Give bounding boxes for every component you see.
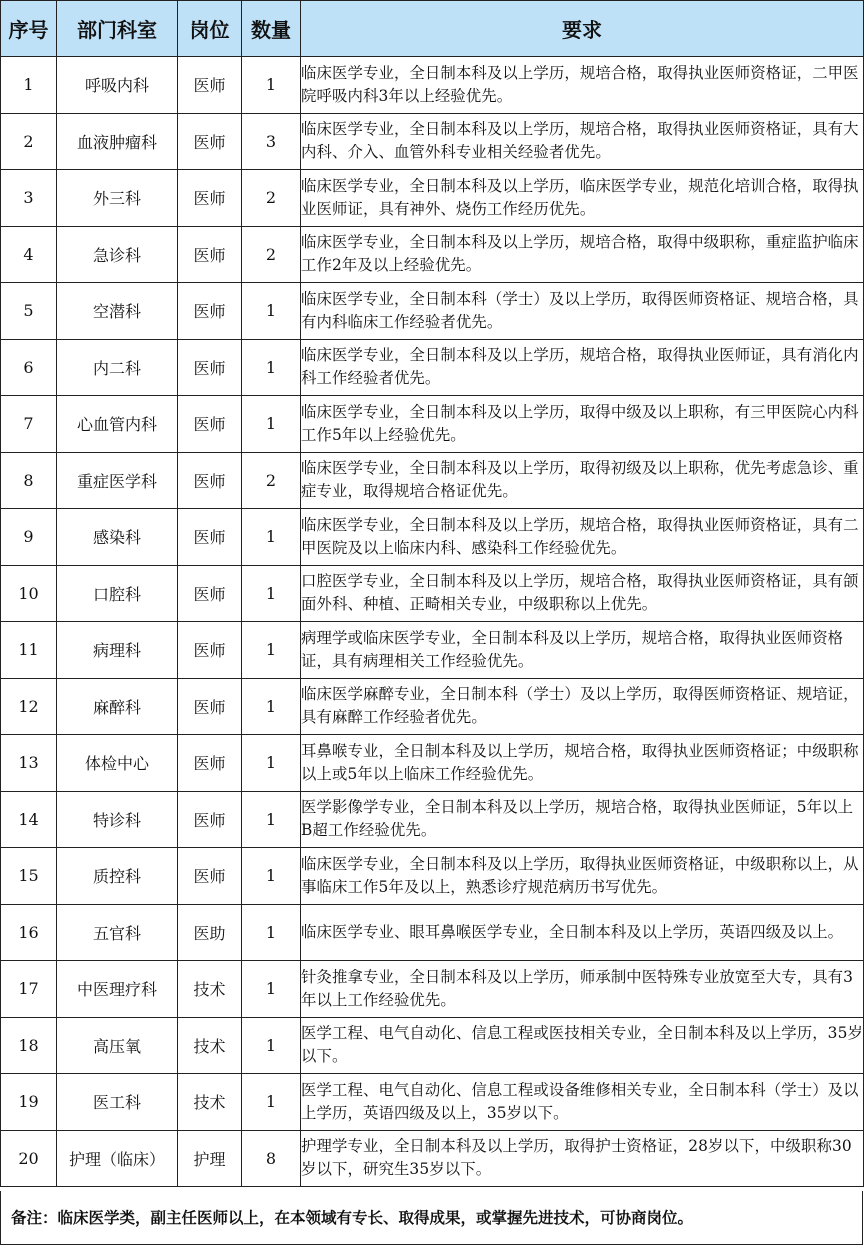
row-number: 3 [1,170,57,227]
count-cell: 1 [242,904,301,961]
department-cell: 体检中心 [57,735,178,792]
position-cell: 医师 [178,791,242,848]
header-requirement: 要求 [301,1,864,57]
count-cell: 2 [242,226,301,283]
department-cell: 心血管内科 [57,396,178,453]
table-row [1,396,864,453]
position-cell: 医师 [178,565,242,622]
row-number: 8 [1,452,57,509]
department-cell: 内二科 [57,339,178,396]
position-cell: 医助 [178,904,242,961]
department-cell: 血液肿瘤科 [57,113,178,170]
department-cell: 病理科 [57,622,178,679]
table-row [1,452,864,509]
department-cell: 急诊科 [57,226,178,283]
row-number: 17 [1,961,57,1018]
department-cell: 质控科 [57,848,178,905]
row-number: 2 [1,113,57,170]
count-cell: 1 [242,791,301,848]
footnote: 备注：临床医学类，副主任医师以上，在本领域有专长、取得成果，或掌握先进技术，可协商岗位。 [0,1191,863,1245]
row-number: 14 [1,791,57,848]
count-cell: 1 [242,396,301,453]
count-cell: 8 [242,1130,301,1187]
table-row [1,904,864,961]
position-cell: 医师 [178,226,242,283]
row-number: 20 [1,1130,57,1187]
department-cell: 五官科 [57,904,178,961]
position-cell: 医师 [178,396,242,453]
position-cell: 医师 [178,339,242,396]
requirement-cell: 口腔医学专业，全日制本科及以上学历，规培合格，取得执业医师资格证，具有颌面外科、种植、正畸相关专业，中级职称以上优先。 [301,565,864,622]
count-cell: 1 [242,283,301,340]
row-number: 10 [1,565,57,622]
requirement-cell: 临床医学专业，全日制本科（学士）及以上学历，取得医师资格证、规培合格，具有内科临床工作经验者优先。 [301,283,864,340]
count-cell: 1 [242,961,301,1018]
count-cell: 1 [242,339,301,396]
count-cell: 3 [242,113,301,170]
row-number: 13 [1,735,57,792]
table-row [1,170,864,227]
table-row [1,57,864,114]
department-cell: 感染科 [57,509,178,566]
header-position: 岗位 [178,1,242,57]
department-cell: 医工科 [57,1074,178,1131]
requirement-cell: 临床医学专业，全日制本科及以上学历，取得中级及以上职称，有三甲医院心内科工作5年以上经验优先。 [301,396,864,453]
count-cell: 1 [242,57,301,114]
table-row [1,509,864,566]
position-cell: 医师 [178,452,242,509]
row-number: 12 [1,678,57,735]
row-number: 7 [1,396,57,453]
count-cell: 1 [242,735,301,792]
position-cell: 护理 [178,1130,242,1187]
requirement-cell: 临床医学专业，全日制本科及以上学历，临床医学专业，规范化培训合格，取得执业医师证，具有神外、烧伤工作经历优先。 [301,170,864,227]
count-cell: 1 [242,1074,301,1131]
count-cell: 1 [242,848,301,905]
table-row [1,113,864,170]
department-cell: 麻醉科 [57,678,178,735]
count-cell: 1 [242,622,301,679]
department-cell: 重症医学科 [57,452,178,509]
position-cell: 医师 [178,622,242,679]
position-cell: 医师 [178,848,242,905]
count-cell: 1 [242,565,301,622]
table-row [1,791,864,848]
department-cell: 中医理疗科 [57,961,178,1018]
position-cell: 医师 [178,283,242,340]
table-row [1,565,864,622]
requirement-cell: 耳鼻喉专业，全日制本科及以上学历，规培合格，取得执业医师资格证；中级职称以上或5年以上临床工作经验优先。 [301,735,864,792]
position-cell: 医师 [178,678,242,735]
row-number: 5 [1,283,57,340]
requirement-cell: 临床医学专业，全日制本科及以上学历，取得执业医师资格证，中级职称以上，从事临床工作5年及以上，熟悉诊疗规范病历书写优先。 [301,848,864,905]
count-cell: 1 [242,678,301,735]
requirement-cell: 针灸推拿专业，全日制本科及以上学历，师承制中医特殊专业放宽至大专，具有3年以上工作经验优先。 [301,961,864,1018]
table-row [1,678,864,735]
position-cell: 技术 [178,961,242,1018]
header-row [1,1,864,57]
requirement-cell: 临床医学麻醉专业，全日制本科（学士）及以上学历，取得医师资格证、规培证，具有麻醉工作经验者优先。 [301,678,864,735]
requirement-cell: 临床医学专业，全日制本科及以上学历，取得初级及以上职称，优先考虑急诊、重症专业，取得规培合格证优先。 [301,452,864,509]
header-dept: 部门科室 [57,1,178,57]
position-cell: 医师 [178,509,242,566]
row-number: 18 [1,1017,57,1074]
requirement-cell: 临床医学专业，全日制本科及以上学历，规培合格，取得中级职称，重症监护临床工作2年及以上经验优先。 [301,226,864,283]
table-row [1,1074,864,1131]
requirement-cell: 医学工程、电气自动化、信息工程或医技相关专业，全日制本科及以上学历，35岁以下。 [301,1017,864,1074]
count-cell: 2 [242,452,301,509]
row-number: 15 [1,848,57,905]
requirement-cell: 医学工程、电气自动化、信息工程或设备维修相关专业，全日制本科（学士）及以上学历，英语四级及以上，35岁以下。 [301,1074,864,1131]
table-row [1,848,864,905]
count-cell: 2 [242,170,301,227]
count-cell: 1 [242,509,301,566]
table-row [1,961,864,1018]
department-cell: 外三科 [57,170,178,227]
position-cell: 技术 [178,1017,242,1074]
requirement-cell: 临床医学专业，全日制本科及以上学历，规培合格，取得执业医师资格证，具有二甲医院及以上临床内科、感染科工作经验优先。 [301,509,864,566]
requirement-cell: 临床医学专业、眼耳鼻喉医学专业，全日制本科及以上学历，英语四级及以上。 [301,904,864,961]
row-number: 9 [1,509,57,566]
position-cell: 医师 [178,735,242,792]
position-cell: 医师 [178,57,242,114]
table-row [1,339,864,396]
position-cell: 技术 [178,1074,242,1131]
row-number: 16 [1,904,57,961]
requirement-cell: 护理学专业，全日制本科及以上学历，取得护士资格证，28岁以下，中级职称30岁以下，研究生35岁以下。 [301,1130,864,1187]
table-row [1,1017,864,1074]
department-cell: 呼吸内科 [57,57,178,114]
position-cell: 医师 [178,170,242,227]
department-cell: 空潜科 [57,283,178,340]
requirement-cell: 临床医学专业，全日制本科及以上学历，规培合格，取得执业医师资格证，具有大内科、介入、血管外科专业相关经验者优先。 [301,113,864,170]
table-row [1,1130,864,1187]
department-cell: 特诊科 [57,791,178,848]
row-number: 4 [1,226,57,283]
count-cell: 1 [242,1017,301,1074]
row-number: 6 [1,339,57,396]
row-number: 19 [1,1074,57,1131]
requirement-cell: 临床医学专业，全日制本科及以上学历，规培合格，取得执业医师资格证，二甲医院呼吸内科3年以上经验优先。 [301,57,864,114]
row-number: 1 [1,57,57,114]
position-cell: 医师 [178,113,242,170]
requirement-cell: 病理学或临床医学专业，全日制本科及以上学历，规培合格，取得执业医师资格证，具有病理相关工作经验优先。 [301,622,864,679]
requirement-cell: 临床医学专业，全日制本科及以上学历，规培合格，取得执业医师证，具有消化内科工作经验者优先。 [301,339,864,396]
table-row [1,283,864,340]
table-row [1,622,864,679]
requirement-cell: 医学影像学专业，全日制本科及以上学历，规培合格，取得执业医师证，5年以上B超工作经验优先。 [301,791,864,848]
header-count: 数量 [242,1,301,57]
header-no: 序号 [1,1,57,57]
row-number: 11 [1,622,57,679]
table-row [1,226,864,283]
department-cell: 口腔科 [57,565,178,622]
department-cell: 高压氧 [57,1017,178,1074]
department-cell: 护理（临床） [57,1130,178,1187]
table-row [1,735,864,792]
